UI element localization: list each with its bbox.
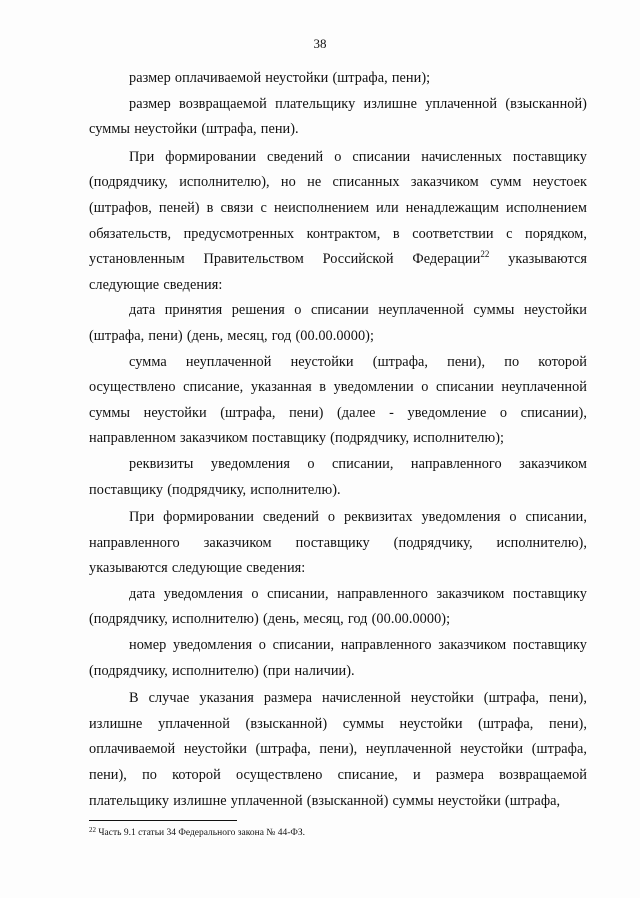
paragraph-notice-date: дата уведомления о списании, направленного заказчиком поставщику (подрядчику, исполнителю) (день, месяц, год (00.00.0000); <box>89 585 587 628</box>
document-body <box>89 66 587 814</box>
footnote-reference: 22 <box>480 249 490 260</box>
paragraph-write-off-intro <box>89 145 587 299</box>
paragraph-notice-number: номер уведомления о списании, направленного заказчиком поставщику (подрядчику, исполнителю) (при наличии). <box>89 637 587 679</box>
footnote <box>89 827 587 839</box>
paragraph-penalty-paid-amount: размер оплачиваемой неустойки (штрафа, пени); <box>129 70 431 86</box>
page-number: 38 <box>313 36 327 51</box>
paragraph-notice-requisites: реквизиты уведомления о списании, направленного заказчиком поставщику (подрядчику, исполнителю). <box>89 455 587 498</box>
footnote-divider <box>89 820 237 821</box>
paragraph-penalty-refund-amount: размер возвращаемой плательщику излишне уплаченной (взысканной) суммы неустойки (штрафа, пени). <box>89 95 587 138</box>
paragraph-amount-specification: В случае указания размера начисленной неустойки (штрафа, пени), излишне уплаченной (взысканной) суммы неустойки (штрафа, пени), оплачиваемой неустойки (штрафа, пени), неуплаченной неустойки (штрафа, пени), по которой осуществлено списание, и размера возвращаемой плательщику излишне уплаченной (взысканной) суммы неустойки (штрафа, <box>89 690 587 809</box>
footnote-marker: 22 <box>89 826 96 834</box>
paragraph-write-off-decision-date: дата принятия решения о списании неуплаченной суммы неустойки (штрафа, пени) (день, месяц, год (00.00.0000); <box>89 302 587 344</box>
paragraph-write-off-amount: сумма неуплаченной неустойки (штрафа, пени), по которой осуществлено списание, указанная в уведомлении о списании неуплаченной суммы неустойки (штрафа, пени) (далее - уведомление о списании), направленном заказчиком поставщику (подрядчику, исполнителю); <box>89 353 587 447</box>
write-off-intro-tail: указываются следующие сведения: <box>89 251 587 293</box>
paragraph-notice-intro: При формировании сведений о реквизитах уведомления о списании, направленного заказчиком поставщику (подрядчику, исполнителю), указываются следующие сведения: <box>89 509 587 577</box>
footnote-text: Часть 9.1 статьи 34 Федерального закона № 44-ФЗ. <box>96 828 306 838</box>
write-off-intro-text: При формировании сведений о списании начисленных поставщику (подрядчику, исполнителю), но не списанных заказчиком сумм неустоек (штрафов, пеней) в связи с неисполнением или ненадлежащим исполнением обязательств, предусмотренных контрактом, в соответствии с порядком, установленным Правительством Российской Федерации <box>89 148 587 268</box>
